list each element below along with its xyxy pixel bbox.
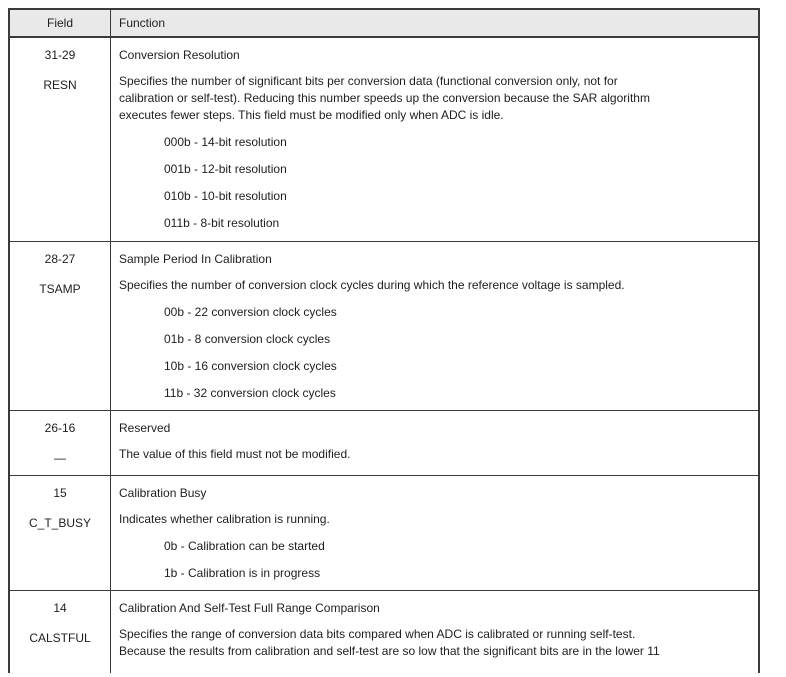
table-header-row <box>10 10 758 38</box>
function-options <box>119 304 752 402</box>
option-line: 011b - 8-bit resolution <box>164 216 280 230</box>
function-title: Reserved <box>119 421 171 435</box>
function-cell <box>110 411 758 475</box>
register-field-table <box>8 8 760 673</box>
table-body <box>10 38 758 673</box>
table-row <box>10 476 758 591</box>
field-cell <box>10 591 110 673</box>
function-title: Sample Period In Calibration <box>119 252 272 266</box>
option-line: 11b - 32 conversion clock cycles <box>164 386 336 400</box>
field-bits: 31-29 <box>44 48 76 62</box>
function-options <box>119 538 752 582</box>
function-cell <box>110 476 758 590</box>
description-line: Indicates whether calibration is running. <box>119 512 330 526</box>
function-description <box>119 511 752 528</box>
field-cell <box>10 242 110 410</box>
field-cell <box>10 476 110 590</box>
field-name: RESN <box>43 78 77 92</box>
description-line: Because the results from calibration and self-test are so low that the significant bits are in the lower 11 <box>119 644 660 658</box>
option-line: 000b - 14-bit resolution <box>164 135 287 149</box>
table-row <box>10 38 758 242</box>
option-line: 001b - 12-bit resolution <box>164 162 287 176</box>
column-header-function: Function <box>110 10 758 36</box>
function-options <box>119 134 752 232</box>
function-cell <box>110 591 758 673</box>
field-bits: 26-16 <box>44 421 76 435</box>
option-line: 01b - 8 conversion clock cycles <box>164 332 331 346</box>
field-cell <box>10 38 110 241</box>
field-name: TSAMP <box>39 282 81 296</box>
table-row <box>10 411 758 476</box>
field-name: C_T_BUSY <box>28 516 92 530</box>
function-cell <box>110 38 758 241</box>
field-bits: 14 <box>53 601 67 615</box>
option-line: 1b - Calibration is in progress <box>164 566 321 580</box>
function-cell <box>110 242 758 410</box>
option-line: 0b - Calibration can be started <box>164 539 325 553</box>
option-line: 10b - 16 conversion clock cycles <box>164 359 337 373</box>
field-cell <box>10 411 110 475</box>
description-line: The value of this field must not be modified. <box>119 447 351 461</box>
function-description <box>119 626 752 660</box>
description-line: Specifies the number of significant bits per conversion data (functional conversion only, not for <box>119 74 618 88</box>
column-header-field: Field <box>46 16 73 30</box>
field-bits: 15 <box>53 486 67 500</box>
option-line: 00b - 22 conversion clock cycles <box>164 305 337 319</box>
field-bits: 28-27 <box>44 252 76 266</box>
function-title: Calibration And Self-Test Full Range Comparison <box>119 601 380 615</box>
table-row <box>10 242 758 411</box>
function-title: Conversion Resolution <box>119 48 240 62</box>
description-line: Specifies the range of conversion data bits compared when ADC is calibrated or running self-test. <box>119 627 636 641</box>
table-row <box>10 591 758 673</box>
function-description <box>119 277 752 294</box>
description-line: executes fewer steps. This field must be modified only when ADC is idle. <box>119 108 504 122</box>
field-name: CALSTFUL <box>29 631 91 645</box>
function-description <box>119 446 752 463</box>
field-name: — <box>54 451 66 465</box>
function-description <box>119 73 752 124</box>
function-title: Calibration Busy <box>119 486 207 500</box>
description-line: calibration or self-test). Reducing this number speeds up the conversion because the SAR algorithm <box>119 91 650 105</box>
description-line: Specifies the number of conversion clock cycles during which the reference voltage is sampled. <box>119 278 625 292</box>
option-line: 010b - 10-bit resolution <box>164 189 287 203</box>
